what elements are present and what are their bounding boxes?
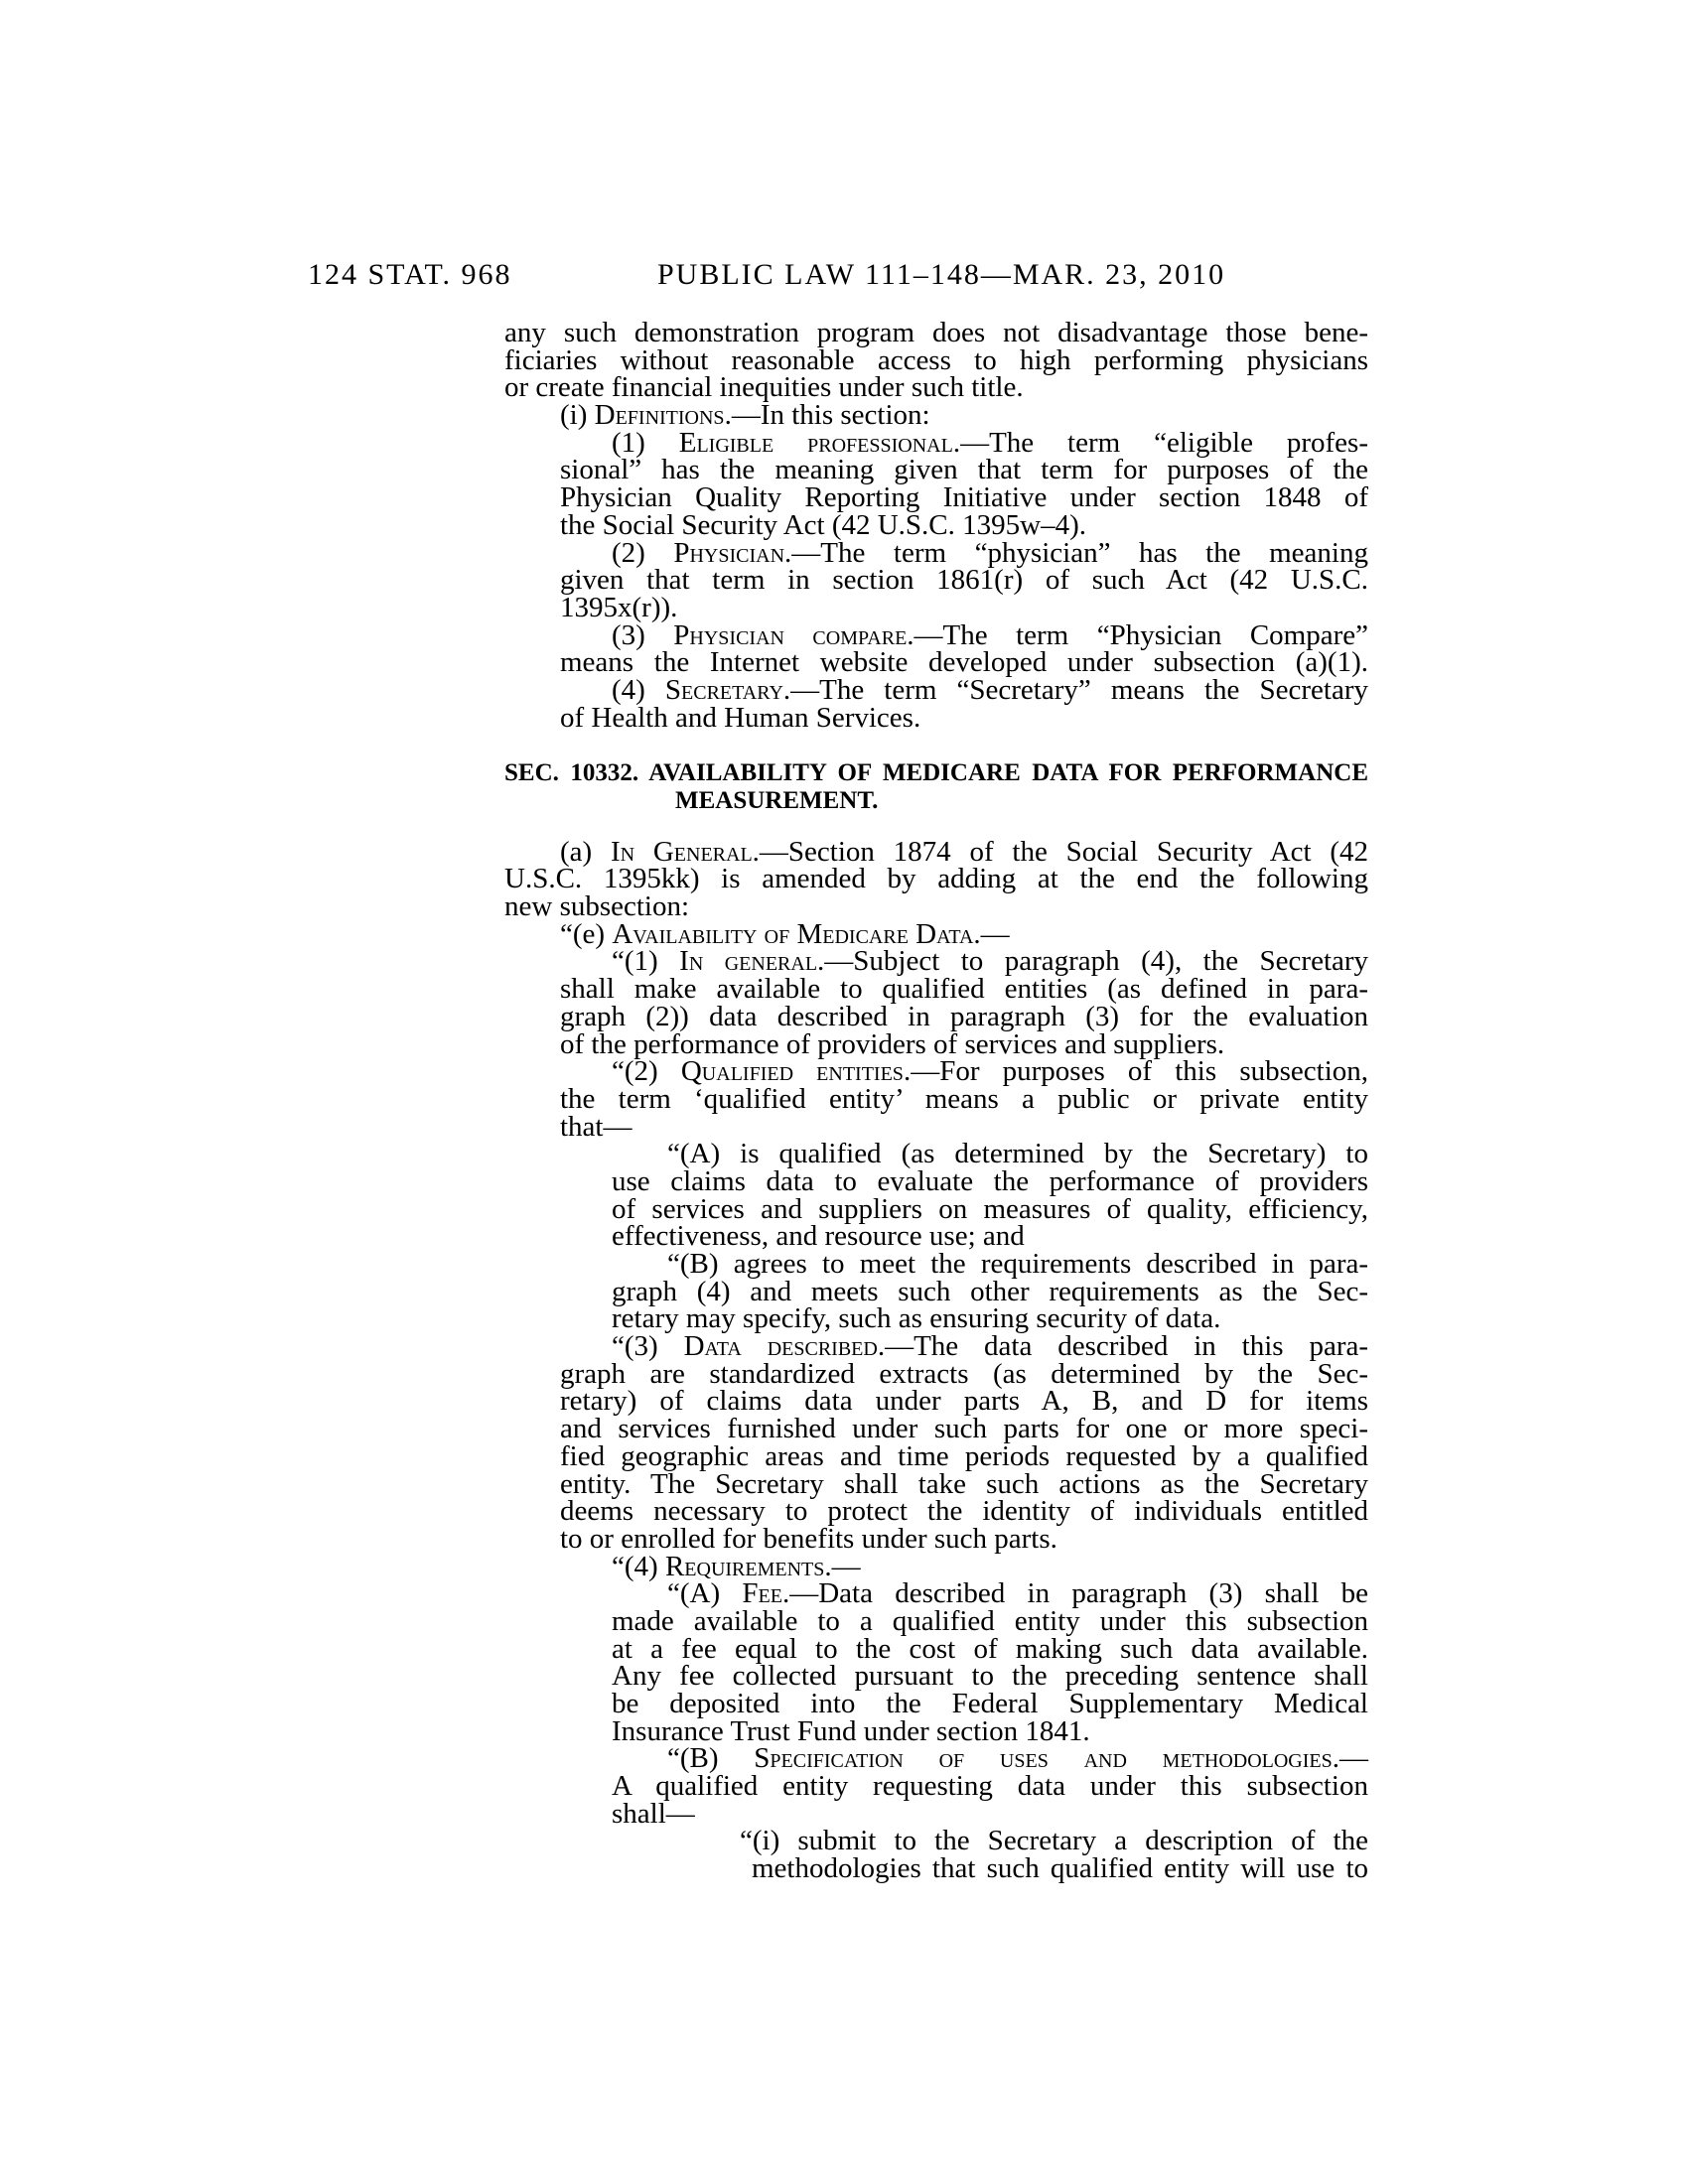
text-line: 1395x(r)). <box>560 591 678 623</box>
small-caps-run: Fee <box>742 1577 782 1610</box>
text-line: fied geographic areas and time periods requested by a qualified <box>560 1439 1368 1472</box>
text-line: or create financial inequities under such title. <box>504 371 1024 404</box>
small-caps-run: Physician compare <box>673 618 908 651</box>
law-title: PUBLIC LAW 111–148—MAR. 23, 2010 <box>657 258 1226 291</box>
text-line: “(2) Qualified entities.—For purposes of this subsection, <box>612 1055 1368 1088</box>
small-caps-run: In general <box>679 945 818 978</box>
text-line: graph are standardized extracts (as determined by the Sec- <box>560 1357 1368 1390</box>
text-line: use claims data to evaluate the performance of providers <box>612 1164 1368 1197</box>
text-line: (3) Physician compare.—The term “Physician Compare” <box>612 618 1368 651</box>
stat-citation: 124 STAT. 968 <box>308 258 512 291</box>
text-line: new subsection: <box>504 890 690 923</box>
text-line: given that term in section 1861(r) of such Act (42 U.S.C. <box>560 564 1368 597</box>
text-line: (2) Physician.—The term “physician” has the meaning <box>612 536 1368 569</box>
text-line: retary may specify, such as ensuring security of data. <box>612 1302 1221 1335</box>
small-caps-run: Requirements <box>664 1550 825 1582</box>
text-line: graph (2)) data described in paragraph (3) for the evaluation <box>560 1000 1368 1032</box>
small-caps-run: Availability of Medicare Data <box>612 917 974 950</box>
text-line: shall— <box>612 1797 695 1830</box>
text-line: at a fee equal to the cost of making such data available. <box>612 1632 1368 1665</box>
text-line: Insurance Trust Fund under section 1841. <box>612 1714 1090 1747</box>
text-line: “(4) Requirements.— <box>612 1550 861 1582</box>
text-line: of services and suppliers on measures of quality, efficiency, <box>612 1192 1368 1225</box>
text-line: (i) Definitions.—In this section: <box>560 399 930 432</box>
text-line: (a) In General.—Section 1874 of the Social Security Act (42 <box>560 835 1368 868</box>
section-heading-line: MEASUREMENT. <box>675 787 879 814</box>
text-line: deems necessary to protect the identity of individuals entitled <box>560 1495 1368 1528</box>
text-line: effectiveness, and resource use; and <box>612 1220 1025 1253</box>
text-line: methodologies that such qualified entity will use to <box>752 1852 1368 1885</box>
small-caps-run: Definitions <box>594 399 725 432</box>
small-caps-run: Qualified entities <box>680 1055 904 1088</box>
text-line: entity. The Secretary shall take such actions as the Secretary <box>560 1467 1368 1500</box>
text-line: retary) of claims data under parts A, B, and D for items <box>560 1385 1368 1418</box>
text-line: “(1) In general.—Subject to paragraph (4), the Secretary <box>612 945 1369 978</box>
text-line: the Social Security Act (42 U.S.C. 1395w–4). <box>560 508 1087 541</box>
text-line: Physician Quality Reporting Initiative under section 1848 of <box>560 481 1368 514</box>
text-line: the term ‘qualified entity’ means a public or private entity <box>560 1082 1368 1115</box>
text-line: made available to a qualified entity under this subsection <box>612 1604 1368 1637</box>
text-line: “(i) submit to the Secretary a description of the <box>740 1825 1368 1857</box>
text-line: “(A) is qualified (as determined by the Secretary) to <box>667 1138 1368 1170</box>
small-caps-run: Eligible professional <box>678 426 953 459</box>
small-caps-run: Data described <box>683 1330 878 1363</box>
text-line: to or enrolled for benefits under such parts. <box>560 1522 1057 1555</box>
small-caps-run: Specification of uses and methodologies <box>754 1742 1333 1775</box>
text-line: shall make available to qualified entities (as defined in para- <box>560 973 1368 1006</box>
text-line: of Health and Human Services. <box>560 701 921 734</box>
text-line: (1) Eligible professional.—The term “eligible profes- <box>612 426 1368 459</box>
small-caps-run: Secretary <box>664 673 783 706</box>
small-caps-run: In General <box>610 835 753 868</box>
small-caps-run: Physician <box>673 536 785 569</box>
text-line: and services furnished under such parts for one or more speci- <box>560 1413 1368 1445</box>
text-line: U.S.C. 1395kk) is amended by adding at the end the following <box>504 863 1368 895</box>
text-line: A qualified entity requesting data under this subsection <box>612 1770 1368 1803</box>
text-line: sional” has the meaning given that term for purposes of the <box>560 454 1368 486</box>
text-line: graph (4) and meets such other requirements as the Sec- <box>612 1275 1368 1307</box>
document-body <box>504 317 1369 1885</box>
section-heading-line: SEC. 10332. AVAILABILITY OF MEDICARE DATA FOR PERFORMANCE <box>504 759 1368 787</box>
text-line: (4) Secretary.—The term “Secretary” means the Secretary <box>612 673 1368 706</box>
text-line: “(e) Availability of Medicare Data.— <box>560 917 1010 950</box>
text-line: “(B) agrees to meet the requirements described in para- <box>667 1248 1368 1280</box>
text-line: be deposited into the Federal Supplementary Medical <box>612 1688 1368 1719</box>
text-line: “(3) Data described.—The data described in this para- <box>612 1330 1369 1363</box>
text-line: “(B) Specification of uses and methodologies.— <box>667 1742 1368 1775</box>
text-line: any such demonstration program does not disadvantage those bene- <box>504 317 1368 348</box>
text-line: Any fee collected pursuant to the preceding sentence shall <box>612 1660 1368 1693</box>
text-line: ficiaries without reasonable access to high performing physicians <box>504 343 1368 376</box>
text-line: that— <box>560 1110 633 1143</box>
text-line: “(A) Fee.—Data described in paragraph (3) shall be <box>667 1577 1368 1610</box>
text-line: of the performance of providers of services and suppliers. <box>560 1027 1225 1060</box>
text-line: means the Internet website developed under subsection (a)(1). <box>560 646 1368 679</box>
